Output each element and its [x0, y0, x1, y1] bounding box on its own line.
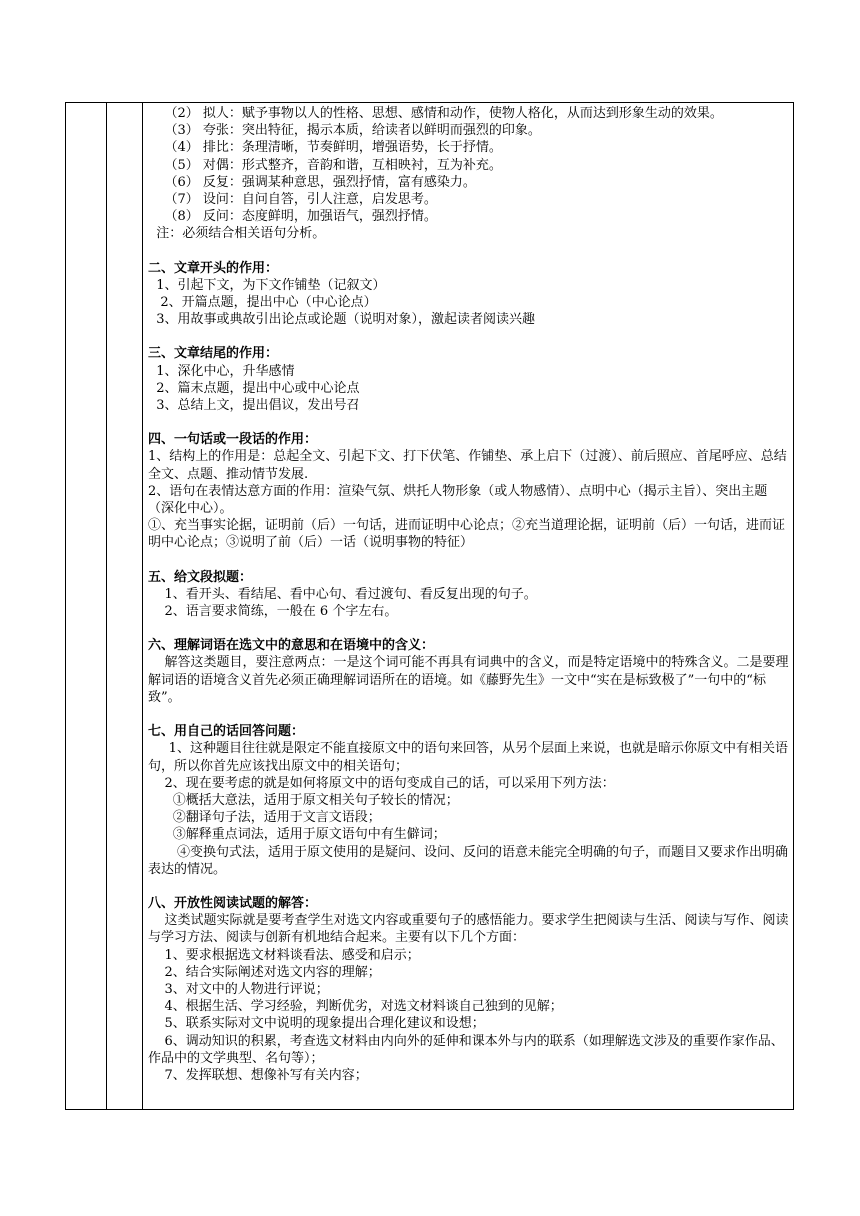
paragraph: （7） 设问：自问自答，引人注意，启发思考。 — [148, 192, 437, 208]
paragraph: 2、结合实际阐述对选文内容的理解； — [148, 964, 381, 980]
paragraph: ③解释重点词法，适用于原文语句中有生僻词； — [148, 827, 446, 843]
blank-line — [148, 328, 790, 345]
document-table — [65, 102, 794, 1110]
paragraph: 5、联系实际对文中说明的现象提出合理化建议和设想； — [148, 1016, 485, 1032]
paragraph: 1、要求根据选文材料谈看法、感受和启示； — [148, 947, 420, 963]
paragraph: 2、开篇点题，提出中心（中心论点） — [148, 295, 377, 311]
section-heading: 三、文章结尾的作用： — [148, 346, 279, 362]
paragraph: 注：必须结合相关语句分析。 — [148, 226, 326, 242]
paragraph: ①概括大意法，适用于原文相关句子较长的情况； — [148, 792, 459, 808]
paragraph: （5） 对偶：形式整齐，音韵和谐，互相映衬，互为补充。 — [148, 157, 502, 173]
paragraph: 2、篇末点题，提出中心或中心论点 — [148, 380, 360, 396]
paragraph: 解答这类题目，要注意两点：一是这个词可能不再具有词典中的含义，而是特定语境中的特殊含义。二是要理解词语的语境含义首先必须正确理解词语所在的语境。如《藤野先生》一文中“实在是标致极了”一句中的“标致”。 — [148, 655, 789, 705]
paragraph: 4、根据生活、学习经验，判断优劣，对选文材料谈自己独到的见解； — [148, 999, 563, 1015]
paragraph: 这类试题实际就是要考查学生对选文内容或重要句子的感悟能力。要求学生把阅读与生活、阅读与写作、阅读与学习方法、阅读与创新有机地结合起来。主要有以下几个方面： — [148, 913, 789, 946]
blank-line — [148, 243, 790, 260]
paragraph: ④变换句式法，适用于原文使用的是疑问、设问、反问的语意未能完全明确的句子，而题目又要求作出明确表达的情况。 — [148, 844, 788, 877]
blank-line — [148, 552, 790, 569]
paragraph: 1、看开头、看结尾、看中心句、看过渡句、看反复出现的句子。 — [148, 586, 537, 602]
paragraph: 6、调动知识的积累，考查选文材料由内向外的延伸和课本外与内的联系（如理解选文涉及的重要作家作品、作品中的文学典型、名句等）； — [148, 1033, 784, 1066]
paragraph: 1、结构上的作用是：总起全文、引起下文、打下伏笔、作铺垫、承上启下（过渡）、前后照应、首尾呼应、总结全文、点题、推动情节发展. — [148, 449, 787, 482]
paragraph: 2、语句在表情达意方面的作用：渲染气氛、烘托人物形象（或人物感情）、点明中心（揭示主旨）、突出主题（深化中心）。 — [148, 483, 768, 517]
paragraph: （3） 夸张：突出特征，揭示本质，给读者以鲜明而强烈的印象。 — [148, 123, 541, 139]
blank-line — [148, 706, 790, 723]
section-heading: 七、用自己的话回答问题： — [148, 724, 305, 740]
paragraph: 1、这种题目往往就是限定不能直接原文中的语句来回答，从另个层面上来说，也就是暗示你原文中有相关语句，所以你首先应该找出原文中的相关语句； — [148, 741, 788, 774]
paragraph: 2、现在要考虑的就是如何将原文中的语句变成自己的话，可以采用下列方法： — [148, 775, 615, 791]
paragraph: 3、用故事或典故引出论点或论题（说明对象），激起读者阅读兴趣 — [148, 312, 536, 328]
paragraph: 1、引起下文，为下文作铺垫（记叙文） — [148, 277, 386, 293]
section-heading: 四、一句话或一段话的作用： — [148, 432, 318, 448]
paragraph: ②翻译句子法，适用于文言文语段； — [148, 810, 381, 826]
blank-line — [148, 414, 790, 431]
section-heading: 六、理解词语在选文中的意思和在语境中的含义： — [148, 638, 435, 654]
blank-line — [148, 878, 790, 895]
paragraph: 1、深化中心，升华感情 — [148, 363, 295, 379]
section-heading: 八、开放性阅读试题的解答： — [148, 895, 318, 911]
section-heading: 五、给文段拟题： — [148, 569, 253, 585]
section-heading: 二、文章开头的作用： — [148, 260, 279, 276]
paragraph: 7、发挥联想、想像补写有关内容； — [148, 1067, 368, 1083]
paragraph: ①、充当事实论据，证明前（后）一句话，进而证明中心论点；②充当道理论据，证明前（后）一句话，进而证明中心论点；③说明了前（后）一话（说明事物的特征） — [148, 518, 786, 551]
paragraph: （4） 排比：条理清晰，节奏鲜明，增强语势，长于抒情。 — [148, 140, 502, 156]
paragraph: 2、语言要求简练，一般在 6 个字左右。 — [148, 604, 398, 620]
blank-line — [148, 620, 790, 637]
document-body — [148, 105, 790, 1084]
paragraph: 3、对文中的人物进行评说； — [148, 981, 329, 997]
table-column-divider — [106, 103, 107, 1109]
paragraph: （2） 拟人：赋予事物以人的性格、思想、感情和动作，使物人格化，从而达到形象生动的效果。 — [148, 106, 723, 121]
paragraph: 3、总结上文，提出倡议，发出号召 — [148, 398, 360, 414]
paragraph: （6） 反复：强调某种意思，强烈抒情，富有感染力。 — [148, 174, 476, 190]
table-column-divider — [142, 103, 143, 1109]
paragraph: （8） 反问：态度鲜明，加强语气，强烈抒情。 — [148, 209, 437, 225]
